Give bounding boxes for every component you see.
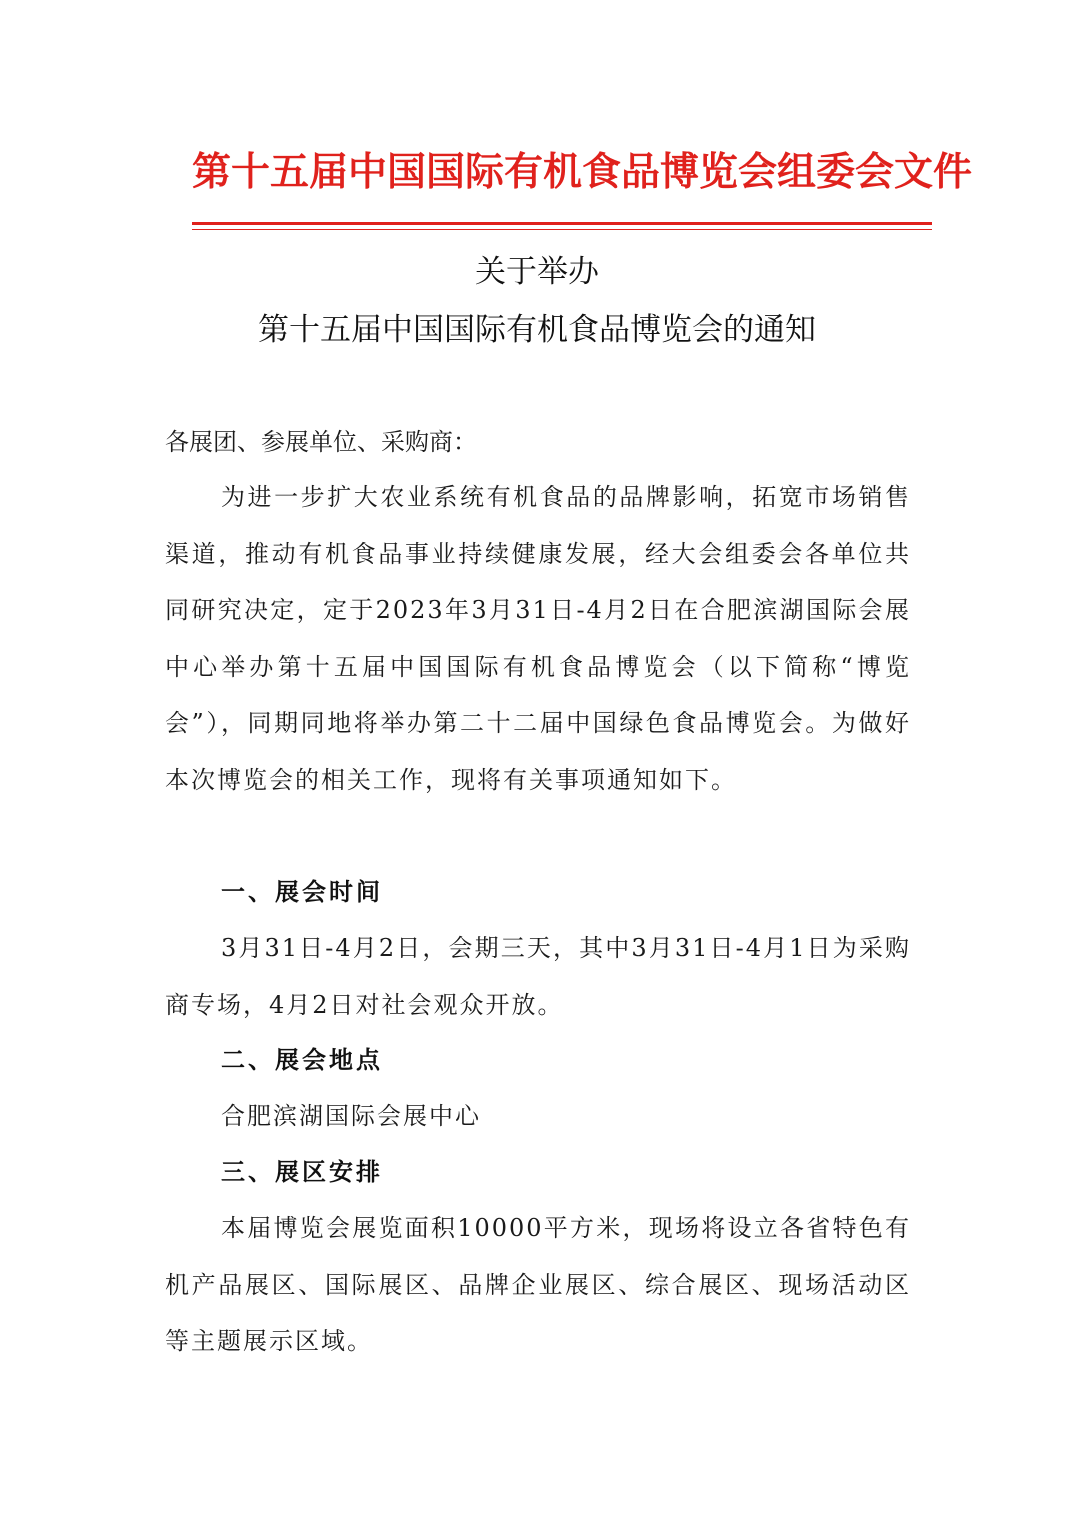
section-text-time: 3月31日-4月2日，会期三天，其中3月31日-4月1日为采购商专场，4月2日对社会观众开放。	[165, 934, 911, 1019]
section-heading-venue: 二、展会地点	[221, 1046, 383, 1074]
header-red-rule-thick	[192, 222, 932, 225]
section-text-venue: 合肥滨湖国际会展中心	[221, 1102, 481, 1130]
section-heading-exhibition-areas: 三、展区安排	[221, 1158, 383, 1186]
section-text-exhibition-areas: 本届博览会展览面积10000平方米，现场将设立各省特色有机产品展区、国际展区、品牌企业展区、综合展区、现场活动区等主题展示区域。	[165, 1214, 911, 1355]
notice-title-line-2: 第十五届中国国际有机食品博览会的通知	[258, 312, 816, 348]
section-heading-time: 一、展会时间	[221, 878, 383, 906]
intro-paragraph: 为进一步扩大农业系统有机食品的品牌影响，拓宽市场销售渠道，推动有机食品事业持续健康发展，经大会组委会各单位共同研究决定，定于2023年3月31日-4月2日在合肥滨湖国际会展中心举办第十五届中国国际有机食品博览会（以下简称“博览会”），同期同地将举办第二十二届中国绿色食品博览会。为做好本次博览会的相关工作，现将有关事项通知如下。	[165, 483, 911, 794]
salutation: 各展团、参展单位、采购商：	[165, 428, 477, 456]
notice-title-line-1: 关于举办	[475, 254, 599, 290]
document-header-title: 第十五届中国国际有机食品博览会组委会文件	[192, 149, 973, 195]
header-red-rule-thin	[192, 229, 932, 230]
